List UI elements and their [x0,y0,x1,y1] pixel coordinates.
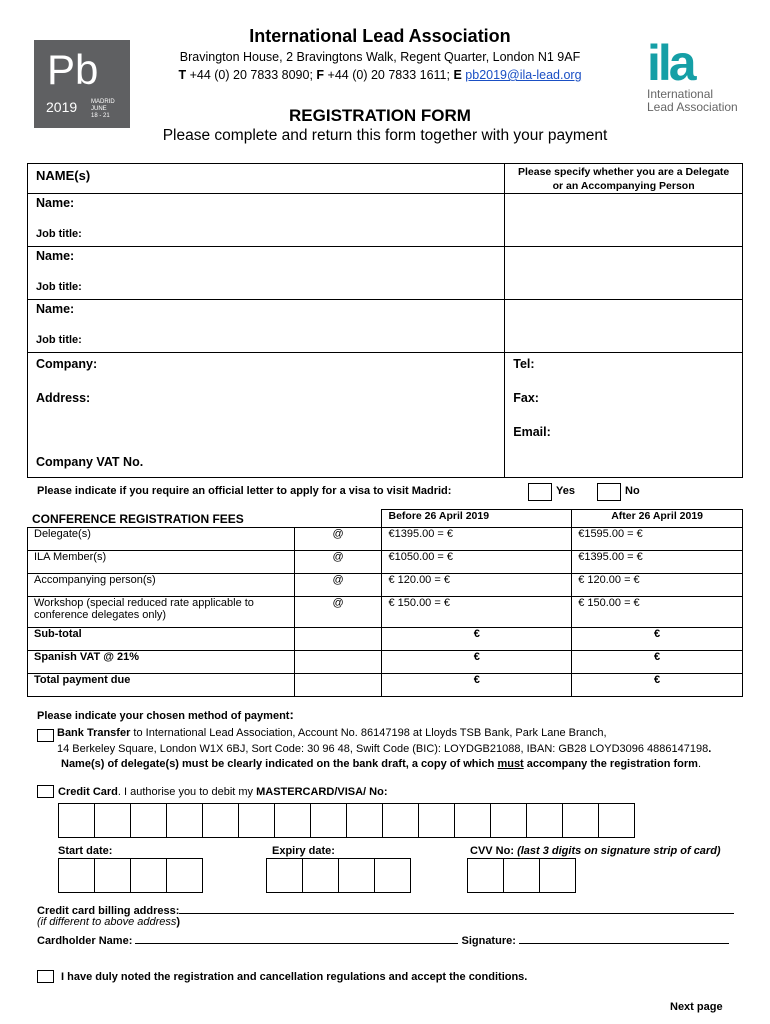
visa-question: Please indicate if you require an official letter to apply for a visa to visit Madrid: [37,485,452,497]
org-name: International Lead Association [249,26,511,46]
billing-address-line: Credit card billing address: [37,901,734,917]
fee-row-workshop: Workshop (special reduced rate applicable to conference delegates only) @ € 150.00 = € € 150.00 = € [28,597,743,628]
cardholder-line: Cardholder Name: Signature: [37,931,729,947]
billing-address-field[interactable] [179,901,734,914]
names-header-right: Please specify whether you are a Delegate or an Accompanying Person [505,164,743,194]
form-title: REGISTRATION FORM [289,106,471,125]
conditions-checkbox[interactable] [37,970,54,983]
cvv-label: CVV No: (last 3 digits on signature strip of card) [470,845,721,857]
pb-logo-dates: MADRID JUNE 18 - 21 [91,99,115,119]
name-entry-2[interactable]: Name: Job title: [28,247,505,300]
role-entry-3[interactable] [505,300,743,353]
names-header-left: NAME(s) [28,164,505,194]
cardholder-name-field[interactable] [135,931,458,944]
billing-hint: (if different to above address) [37,916,181,928]
cvv-boxes[interactable] [467,858,575,893]
company-entry[interactable]: Company: Address: Company VAT No. [28,353,505,478]
email-link[interactable]: pb2019@ila-lead.org [465,68,582,82]
ila-logo-mark: ila [647,35,694,91]
col-before-header: Before 26 April 2019 [382,510,572,528]
expiry-date-label: Expiry date: [272,845,335,857]
next-page-label: Next page [670,1001,723,1013]
fee-row-vat: Spanish VAT @ 21% € € [28,651,743,674]
name-entry-3[interactable]: Name: Job title: [28,300,505,353]
ila-logo-line1: International [647,87,714,101]
start-date-label: Start date: [58,845,113,857]
name-entry-1[interactable]: Name: Job title: [28,194,505,247]
fee-row-subtotal: Sub-total € € [28,628,743,651]
fee-row-delegate: Delegate(s) @ €1395.00 = € €1595.00 = € [28,528,743,551]
payment-prompt: Please indicate your chosen method of payment: [37,707,294,722]
bank-line-3: Name(s) of delegate(s) must be clearly indicated on the bank draft, a copy of which must accompany the registration form. [61,758,701,770]
expiry-date-boxes[interactable] [266,858,410,893]
org-address: Bravington House, 2 Bravingtons Walk, Regent Quarter, London N1 9AF [179,50,581,64]
start-date-boxes[interactable] [58,858,202,893]
bank-line-1: Bank Transfer to International Lead Association, Account No. 86147198 at Lloyds TSB Bank, Park Lane Branch, [57,727,607,739]
fees-table [27,509,743,697]
fee-row-total: Total payment due € € [28,674,743,697]
visa-no-checkbox[interactable] [597,483,621,501]
pb-logo-year: 2019 [46,99,78,115]
form-subtitle: Please complete and return this form together with your payment [162,127,608,144]
fee-row-member: ILA Member(s) @ €1050.00 = € €1395.00 = € [28,551,743,574]
card-number-boxes[interactable] [58,803,634,838]
visa-yes-label: Yes [556,485,575,497]
org-contacts: T +44 (0) 20 7833 8090; F +44 (0) 20 7833 1611; E pb2019@ila-lead.org [178,68,582,82]
contact-entry[interactable]: Tel: Fax: Email: [505,353,743,478]
bank-line-2: 14 Berkeley Square, London W1X 6BJ, Sort Code: 30 96 48, Swift Code (BIC): LOYDGB21088, IBAN: GB28 LOYD3096 4886147198. [57,743,712,755]
role-entry-1[interactable] [505,194,743,247]
col-after-header: After 26 April 2019 [572,510,743,528]
fees-title: CONFERENCE REGISTRATION FEES [32,512,244,526]
ila-logo [647,35,739,128]
fee-row-accompanying: Accompanying person(s) @ € 120.00 = € € 120.00 = € [28,574,743,597]
visa-yes-checkbox[interactable] [528,483,552,501]
credit-card-checkbox[interactable] [37,785,54,798]
pb2019-logo [34,40,130,128]
conditions-text: I have duly noted the registration and cancellation regulations and accept the conditions. [61,971,528,983]
credit-card-line: Credit Card. I authorise you to debit my MASTERCARD/VISA/ No: [58,786,388,798]
role-entry-2[interactable] [505,247,743,300]
bank-transfer-checkbox[interactable] [37,729,54,742]
visa-no-label: No [625,485,640,497]
ila-logo-line2: Lead Association [647,100,738,114]
pb-logo-symbol: Pb [47,46,99,93]
names-table [27,163,743,478]
signature-field[interactable] [519,931,729,944]
